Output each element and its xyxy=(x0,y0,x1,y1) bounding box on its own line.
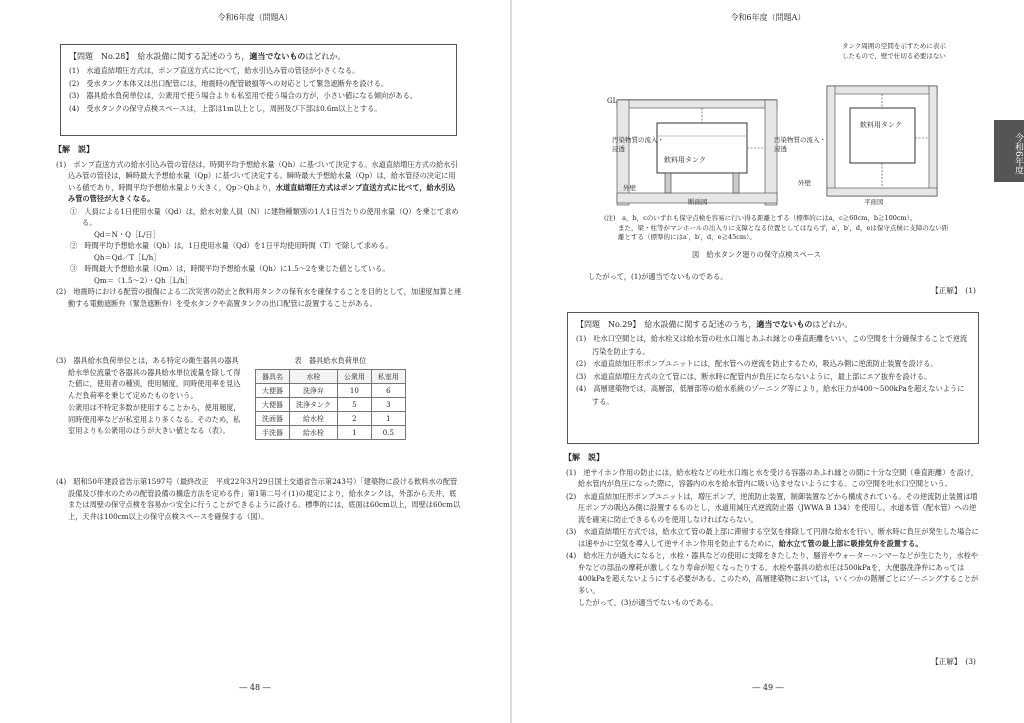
page-number: ― 48 ― xyxy=(239,683,271,692)
table-cell: 10 xyxy=(337,384,371,398)
table xyxy=(255,369,406,440)
option-3: (3) 水道直結増圧方式の立て管には，断水時に配管内が負圧にならないように，最上部にエア抜弁を設ける。 xyxy=(576,371,932,381)
table-row xyxy=(256,412,406,426)
pollution-label-section: 汚染物質の流入・浸透 xyxy=(612,136,664,153)
question-title-prefix: 【問題 No.28】 給水設備に関する記述のうち， xyxy=(69,52,250,61)
question-title-emphasis: 適当でないもの xyxy=(756,319,813,329)
table-cell: 手洗器 xyxy=(256,426,290,440)
table-cell: 0.5 xyxy=(371,426,405,440)
option-3: (3) 器具給水負荷単位は，公衆用で使う場合よりも私室用で使う場合の方が，小さい値になる傾向がある。 xyxy=(69,91,417,101)
explanation-step-3: ③ 時間最大予想給水量（Qm）は，時間平均予想給水量（Qh）に1.5～2を乗じた値としている。 xyxy=(70,264,390,273)
explanation-text: 公衆用は不特定多数が使用することから，使用頻度，同時使用率などが私室用より多くなる。そのため，私室用よりも公衆用のほうが大きい値となる（表）。 xyxy=(68,403,241,435)
option-4: (4) 受水タンクの保守点検スペースは，上部は1m以上とし，周囲及び下部は0.6m以上とする。 xyxy=(69,103,382,113)
tank-label-plan: 飲料用タンク xyxy=(860,121,902,129)
outer-wall-label-plan: 外壁 xyxy=(798,179,811,187)
table-cell: 給水栓 xyxy=(290,426,338,440)
explanation-step-2: ② 時間平均予想給水量（Qh）は，1日使用水量（Qd）を1日平均使用時間（T）で除して求める。 xyxy=(70,241,393,250)
table-row xyxy=(256,384,406,398)
table-cell: 1 xyxy=(371,412,405,426)
option-4: (4) 高層建築物では，高層部，低層部等の給水系統のゾーニング等により，給水圧力が400～500kPaを超えないようにする。 xyxy=(576,384,965,406)
figure-caption: 図 給水タンク廻りの保守点検スペース xyxy=(692,250,821,259)
explanation-paragraph-4 xyxy=(54,476,462,523)
explanation-paragraph-2: (2) 水道直結加圧形ポンプユニットは，増圧ポンプ，逆流防止装置，制御装置などから構成されている。その逆流防止装置は増圧ポンプの吸込み側に設置するものとし，水道用減圧式逆流防止器（JWWA B 134）を使用し，水道本管（配水管）への逆流を確実に防止できるものを使用しなければならない。 xyxy=(566,491,978,524)
table-header-cell: 水栓 xyxy=(290,370,338,384)
table-cell: 洗面器 xyxy=(256,412,290,426)
formula-2: Qh＝Qd／T［L/h］ xyxy=(94,252,161,262)
table-row xyxy=(256,398,406,412)
explanation-paragraph-4: (4) 給水圧力が過大になると，水栓・器具などの使用に支障をきたしたり，騒音やウォーターハンマーなどが生じたり，水栓や弁などの部品の摩耗が激しくなり寿命が短くなったりする。水栓や器具の給水圧は500kPaを，大便器洗浄弁にあっては400kPaを超えないようにする必要がある。このため，高層建築物においては，いくつかの階層ごとにゾーニングすることが多い。 xyxy=(566,551,979,595)
answer-29: 【正解】 (3) xyxy=(931,657,976,666)
question-title-emphasis: 適当でないもの xyxy=(249,51,306,61)
question-28-title xyxy=(69,50,448,63)
table-cell: 2 xyxy=(337,412,371,426)
table-cell: 大便器 xyxy=(256,398,290,412)
page-header: 令和6年度（問題A） xyxy=(730,13,806,22)
conclusion-29: したがって，(3)が適当でないものである。 xyxy=(578,598,718,607)
section-view-label: 断面図 xyxy=(688,198,708,206)
explanation-paragraph-3 xyxy=(54,355,244,438)
table-cell: 洗浄タンク xyxy=(290,398,338,412)
option-1: (1) 水道直結増圧方式は，ポンプ直送方式に比べて，給水引込み管の管径が小さくなる。 xyxy=(69,66,360,75)
table-header-cell: 私室用 xyxy=(371,370,405,384)
figure-note-line-2: また，梁・柱等がマンホールの出入りに支障となる位置としてはならず，a′，b′，d，eは保守点検に支障のない距離とする（標準的にはa′，b′，d，e≧45cm）。 xyxy=(618,223,949,241)
explanation-paragraph-1: (1) 逆サイホン作用の防止には，給水栓などの吐水口端と水を受ける容器のあふれ縁との間に十分な空間（垂直距離）を設け，給水管内が負圧になった際に，容器内の水を給水管内に吸い込ませないようにする。この空間を吐水口空間という。 xyxy=(566,467,978,488)
figure-note xyxy=(604,214,949,243)
question-title-prefix: 【問題 No.29】 給水設備に関する記述のうち， xyxy=(576,320,757,329)
outer-wall-label-section: 外壁 xyxy=(623,184,636,192)
explanation-emphasis: 水道直結増圧方式はポンプ直送方式に比べて，給水引込み管の管径が大きくなる。 xyxy=(68,182,456,203)
table-header-cell: 公衆用 xyxy=(337,370,371,384)
explanation-29 xyxy=(564,452,979,610)
page-number: ― 49 ― xyxy=(752,683,784,692)
explanation-28 xyxy=(54,144,462,310)
explanation-text: (1) ポンプ直送方式の給水引込み管の管径は，時間平均予想給水量（Qh）に基づいて決定する。水道直結増圧方式の給水引込み管の管径は，瞬時最大予想給水量（Qp）に基づいて決定する。瞬時最大予想給水量（Qp）は，給水管径の決定に用いる値であり，時間平均予想給水量より大きく，Qp＞Qhより， xyxy=(56,159,458,192)
table-header-cell: 器具名 xyxy=(256,370,290,384)
formula-3: Qm＝（1.5～2）・Qh［L/h］ xyxy=(94,275,192,285)
explanation-heading: 【解 説】 xyxy=(564,452,604,462)
load-unit-table xyxy=(255,356,406,440)
question-29-box xyxy=(567,312,979,444)
figure-note-line-1: (注) a，b，cのいずれも保守点検を容易に行い得る距離とする（標準的にはa，c≧60cm，b≧100cm）。 xyxy=(604,214,917,222)
option-1: (1) 吐水口空間とは，給水栓又は給水管の吐水口端とあふれ縁との垂直距離をいい，この空間を十分確保することで逆流汚染を防止する。 xyxy=(576,334,968,356)
table-row xyxy=(256,426,406,440)
option-2: (2) 水道直結加圧形ポンプユニットには，配水管への逆流を防止するため，吸込み側に逆流防止装置を設ける。 xyxy=(576,359,938,369)
tank-plan-figure xyxy=(822,78,942,208)
explanation-paragraph-3 xyxy=(564,526,979,549)
conclusion-28: したがって，(1)が適当でないものである。 xyxy=(588,272,728,281)
tank-label-section: 飲料用タンク xyxy=(664,156,706,164)
question-title-suffix: はどれか。 xyxy=(812,320,853,329)
table-title: 表 器具給水負荷単位 xyxy=(294,356,367,365)
table-cell: 6 xyxy=(371,384,405,398)
answer-28: 【正解】 (1) xyxy=(931,286,976,295)
table-cell: 5 xyxy=(337,398,371,412)
explanation-emphasis: 給水立て管の最上部に吸排気弁を設置する。 xyxy=(778,538,923,548)
explanation-paragraph-2: (2) 地震時における配管の損傷による二次災害の防止と飲料用タンクの保有水を確保することを目的として，加速度加算と連動する電動遮断弁（緊急遮断弁）を受水タンクや高置タンクの出口配管に設置することがある。 xyxy=(56,287,462,308)
gl-label: GL xyxy=(607,97,618,105)
explanation-text: (4) 昭和50年建設省告示第1597号（最終改正 平成22年3月29日国土交通省告示第243号）「建築物に設ける飲料水の配管設備及び排水のための配管設備の構造方法を定める件」第1第二号イ(1)の規定により，給水タンクは，外部から天井，底または周壁の保守点検を容易かつ安全に行うことができるように設ける。標準的には，底面は60cm以上，周壁は60cm以上，天井は100cm以上の保守点検スペースを確保する（図）。 xyxy=(56,477,461,521)
table-cell: 3 xyxy=(371,398,405,412)
table-cell: 給水栓 xyxy=(290,412,338,426)
page-header: 令和6年度（問題A） xyxy=(217,13,293,22)
explanation-paragraph-1 xyxy=(54,159,462,205)
explanation-heading: 【解 説】 xyxy=(54,144,94,154)
option-2: (2) 受水タンク本体又は出口配管には，地震時の配管破損等への対応として緊急遮断弁を設ける。 xyxy=(69,78,389,88)
left-page xyxy=(0,0,510,723)
question-title-suffix: はどれか。 xyxy=(305,52,346,61)
figure-top-note: タンク周囲の空間を示すために表示したもので，壁で仕切る必要はない xyxy=(842,42,946,60)
year-side-tab: 令和6年度 xyxy=(994,120,1024,182)
table-cell: 1 xyxy=(337,426,371,440)
formula-1: Qd＝N・Q［L/日］ xyxy=(94,229,160,239)
explanation-text: (3) 水道直結増圧方式では，給水立て管の最上部に滞留する空気を排除して円滑な給水を行い，断水時に負圧が発生した場合には速やかに空気を導入して逆サイホン作用を防止するために， xyxy=(566,527,979,548)
question-28-box xyxy=(60,44,457,136)
right-page xyxy=(512,0,1024,723)
explanation-step-1: ① 人員による1日使用水量（Qd）は，給水対象人員（N）に建物種類別の1人1日当たりの使用水量（Q）を乗じて求める。 xyxy=(70,206,459,227)
explanation-text: (3) 器具給水負荷単位とは，ある特定の衛生器具の器具給水単位流量で各器具の器具給水単位流量を除して得た値に，使用者の種別，使用頻度，同時使用率を見込んだ負荷率を乗じて定めたものをいう。 xyxy=(56,356,241,400)
table-cell: 洗浄弁 xyxy=(290,384,338,398)
plan-view-label: 平面図 xyxy=(864,198,884,206)
pollution-label-plan: 汚染物質の流入・浸透 xyxy=(774,136,826,153)
table-header-row xyxy=(256,370,406,384)
table-cell: 大便器 xyxy=(256,384,290,398)
question-29-title xyxy=(576,318,970,331)
